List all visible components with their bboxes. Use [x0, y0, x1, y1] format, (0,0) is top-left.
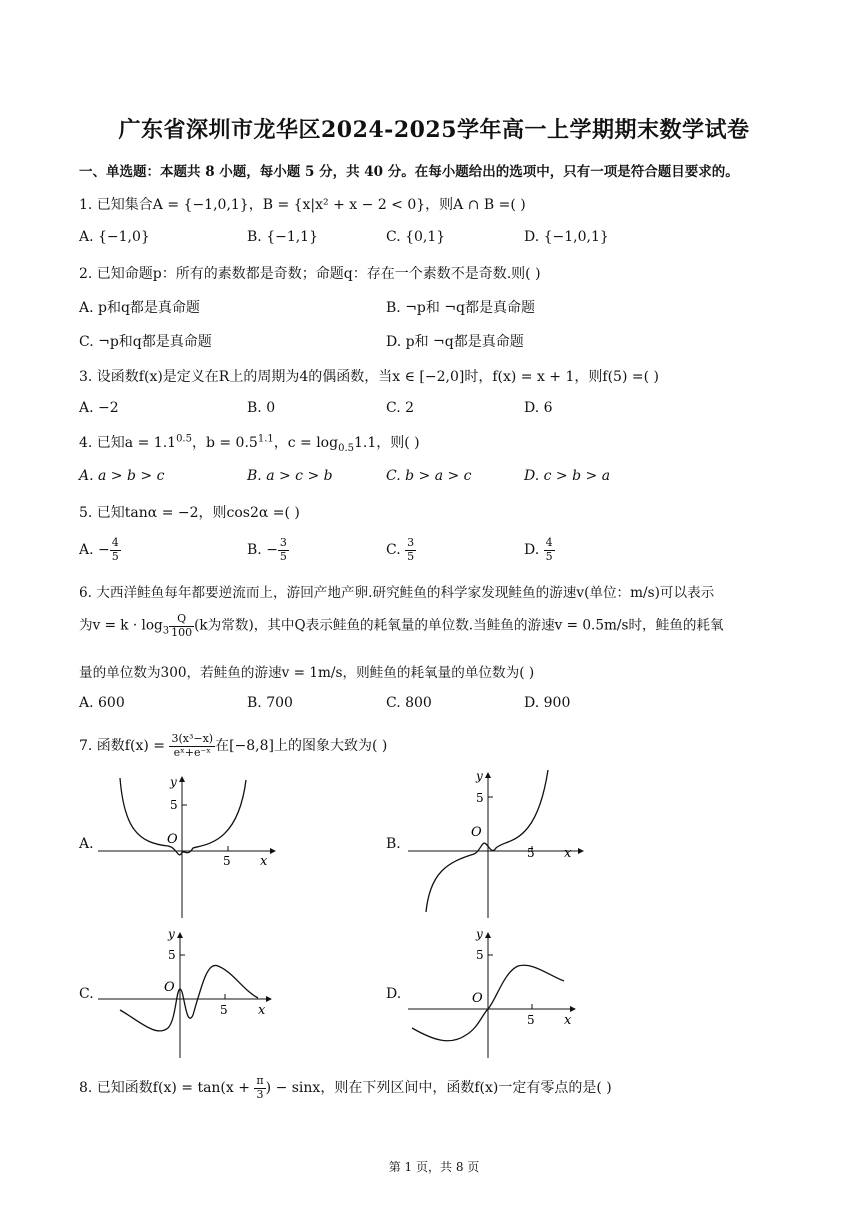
- q4-option-c: C. b > a > c: [386, 468, 472, 484]
- origin-label: O: [472, 991, 483, 1006]
- question-1-stem: 1. 已知集合A = {−1,0,1}，B = {x|x² + x − 2 < 0}，则A ∩ B =( ): [79, 197, 526, 213]
- q6-option-a: A. 600: [79, 695, 125, 711]
- q6-option-d: D. 900: [524, 695, 571, 711]
- question-3-stem: 3. 设函数f(x)是定义在R上的周期为4的偶函数，当x ∈ [−2,0]时，f(x) = x + 1，则f(5) =( ): [79, 369, 659, 385]
- graph-c-label: C.: [79, 986, 94, 1002]
- fraction: $\frac{\text{3(x³−x)}}{\text{eˣ+e⁻ˣ}}$: [171, 732, 214, 759]
- fraction: $\frac{Q}{100}$: [171, 612, 193, 639]
- graph-d-label: D.: [386, 986, 402, 1002]
- q4-option-b: B. a > c > b: [247, 468, 333, 484]
- x-label: x: [564, 1013, 572, 1028]
- y-label: y: [476, 769, 483, 783]
- y-tick-5: 5: [476, 791, 484, 805]
- x-tick-5: 5: [527, 846, 535, 860]
- x-axis-arrow: [270, 848, 276, 854]
- y-axis-arrow: [179, 776, 185, 782]
- q3-option-c: C. 2: [386, 400, 415, 416]
- q6-option-b: B. 700: [247, 695, 293, 711]
- graph-d: [408, 920, 588, 1060]
- q1-option-c: C. {0,1}: [386, 229, 446, 245]
- question-2-stem: 2. 已知命题p：所有的素数都是奇数；命题q：存在一个素数不是奇数.则( ): [79, 266, 541, 282]
- y-label: y: [168, 927, 175, 941]
- q4-option-a: A. a > b > c: [79, 468, 165, 484]
- q2-option-c: C. ¬p和q都是真命题: [79, 334, 212, 350]
- x-axis-arrow: [570, 1006, 576, 1012]
- q4-option-d: D. c > b > a: [524, 468, 611, 484]
- x-tick-5: 5: [223, 854, 231, 868]
- q1-option-b: B. {−1,1}: [247, 229, 318, 245]
- question-8-stem: 8. 已知函数f(x) = tan(x + $\frac{\pi}{3}$ ) − sinx，则在下列区间中，函数f(x)一定有零点的是( ): [79, 1074, 612, 1101]
- curve: [120, 965, 258, 1030]
- q5-option-b: B. − $\frac{3}{5}$: [247, 536, 287, 563]
- y-tick-5: 5: [476, 948, 484, 962]
- question-5-stem: 5. 已知tanα = −2，则cos2α =( ): [79, 505, 300, 521]
- origin-label: O: [471, 825, 482, 840]
- curve: [120, 778, 246, 855]
- graph-c: [98, 920, 278, 1060]
- fraction: $\frac{3}{5}$: [279, 536, 287, 563]
- q2-option-d: D. p和 ¬q都是真命题: [386, 334, 524, 350]
- graph-b-label: B.: [386, 836, 401, 852]
- graph-b: [408, 762, 588, 918]
- page-footer: 第 1 页，共 8 页: [388, 1160, 480, 1174]
- q3-option-d: D. 6: [524, 400, 553, 416]
- graph-a-label: A.: [79, 836, 94, 852]
- origin-label: O: [164, 980, 175, 995]
- y-tick-5: 5: [168, 948, 176, 962]
- question-4-stem: 4. 已知$a = 1.1^{0.5}$，$b = 0.5^{1.1}$，$c = \log_{0.5}1.1$，则( ): [79, 433, 420, 454]
- y-tick-5: 5: [170, 798, 178, 812]
- x-label: x: [258, 1003, 266, 1018]
- question-6-line-3: 量的单位数为300，若鲑鱼的游速v = 1m/s，则鲑鱼的耗氧量的单位数为( ): [79, 665, 535, 681]
- q3-option-b: B. 0: [247, 400, 276, 416]
- x-label: x: [260, 854, 268, 869]
- origin-label: O: [167, 832, 178, 847]
- y-axis-arrow: [485, 772, 491, 778]
- fraction: $\frac{4}{5}$: [545, 536, 553, 563]
- q5-option-c: C. $\frac{3}{5}$: [386, 536, 415, 563]
- q5-option-d: D. $\frac{4}{5}$: [524, 536, 553, 563]
- q1-option-a: A. {−1,0}: [79, 229, 150, 245]
- x-label: x: [564, 846, 572, 861]
- graph-a: [98, 768, 278, 918]
- x-tick-5: 5: [220, 1003, 228, 1017]
- y-axis-arrow: [485, 932, 491, 938]
- page-title: 广东省深圳市龙华区2024-2025学年高一上学期期末数学试卷: [118, 117, 750, 143]
- fraction: $\frac{\pi}{3}$: [256, 1074, 264, 1101]
- y-axis-arrow: [177, 932, 183, 938]
- q2-option-a: A. p和q都是真命题: [79, 300, 200, 316]
- y-label: y: [476, 927, 483, 941]
- y-label: y: [170, 775, 177, 789]
- curve: [426, 770, 548, 912]
- x-axis-arrow: [266, 996, 272, 1002]
- q5-option-a: A. − $\frac{4}{5}$: [79, 536, 119, 563]
- fraction: $\frac{3}{5}$: [407, 536, 415, 563]
- x-axis-arrow: [578, 848, 584, 854]
- question-6-line-1: 6. 大西洋鲑鱼每年都要逆流而上，游回产地产卵.研究鲑鱼的科学家发现鲑鱼的游速v(单位：m/s)可以表示: [79, 585, 715, 601]
- question-6-line-2: 为$v = k \cdot \log_3$ $\frac{Q}{100}$ (k为常数)，其中Q表示鲑鱼的耗氧量的单位数.当鲑鱼的游速v = 0.5m/s时，鲑鱼的耗氧: [79, 612, 724, 639]
- question-7-stem: 7. 函数f(x) = $\frac{\text{3(x³−x)}}{\text{eˣ+e⁻ˣ}}$ 在[−8,8]上的图象大致为( ): [79, 732, 388, 759]
- fraction: $\frac{4}{5}$: [111, 536, 119, 563]
- q6-option-c: C. 800: [386, 695, 432, 711]
- q3-option-a: A. −2: [79, 400, 119, 416]
- q2-option-b: B. ¬p和 ¬q都是真命题: [386, 300, 536, 316]
- section-heading: 一、单选题：本题共 8 小题，每小题 5 分，共 40 分。在每小题给出的选项中，只有一项是符合题目要求的。: [79, 164, 739, 180]
- q1-option-d: D. {−1,0,1}: [524, 229, 609, 245]
- x-tick-5: 5: [527, 1013, 535, 1027]
